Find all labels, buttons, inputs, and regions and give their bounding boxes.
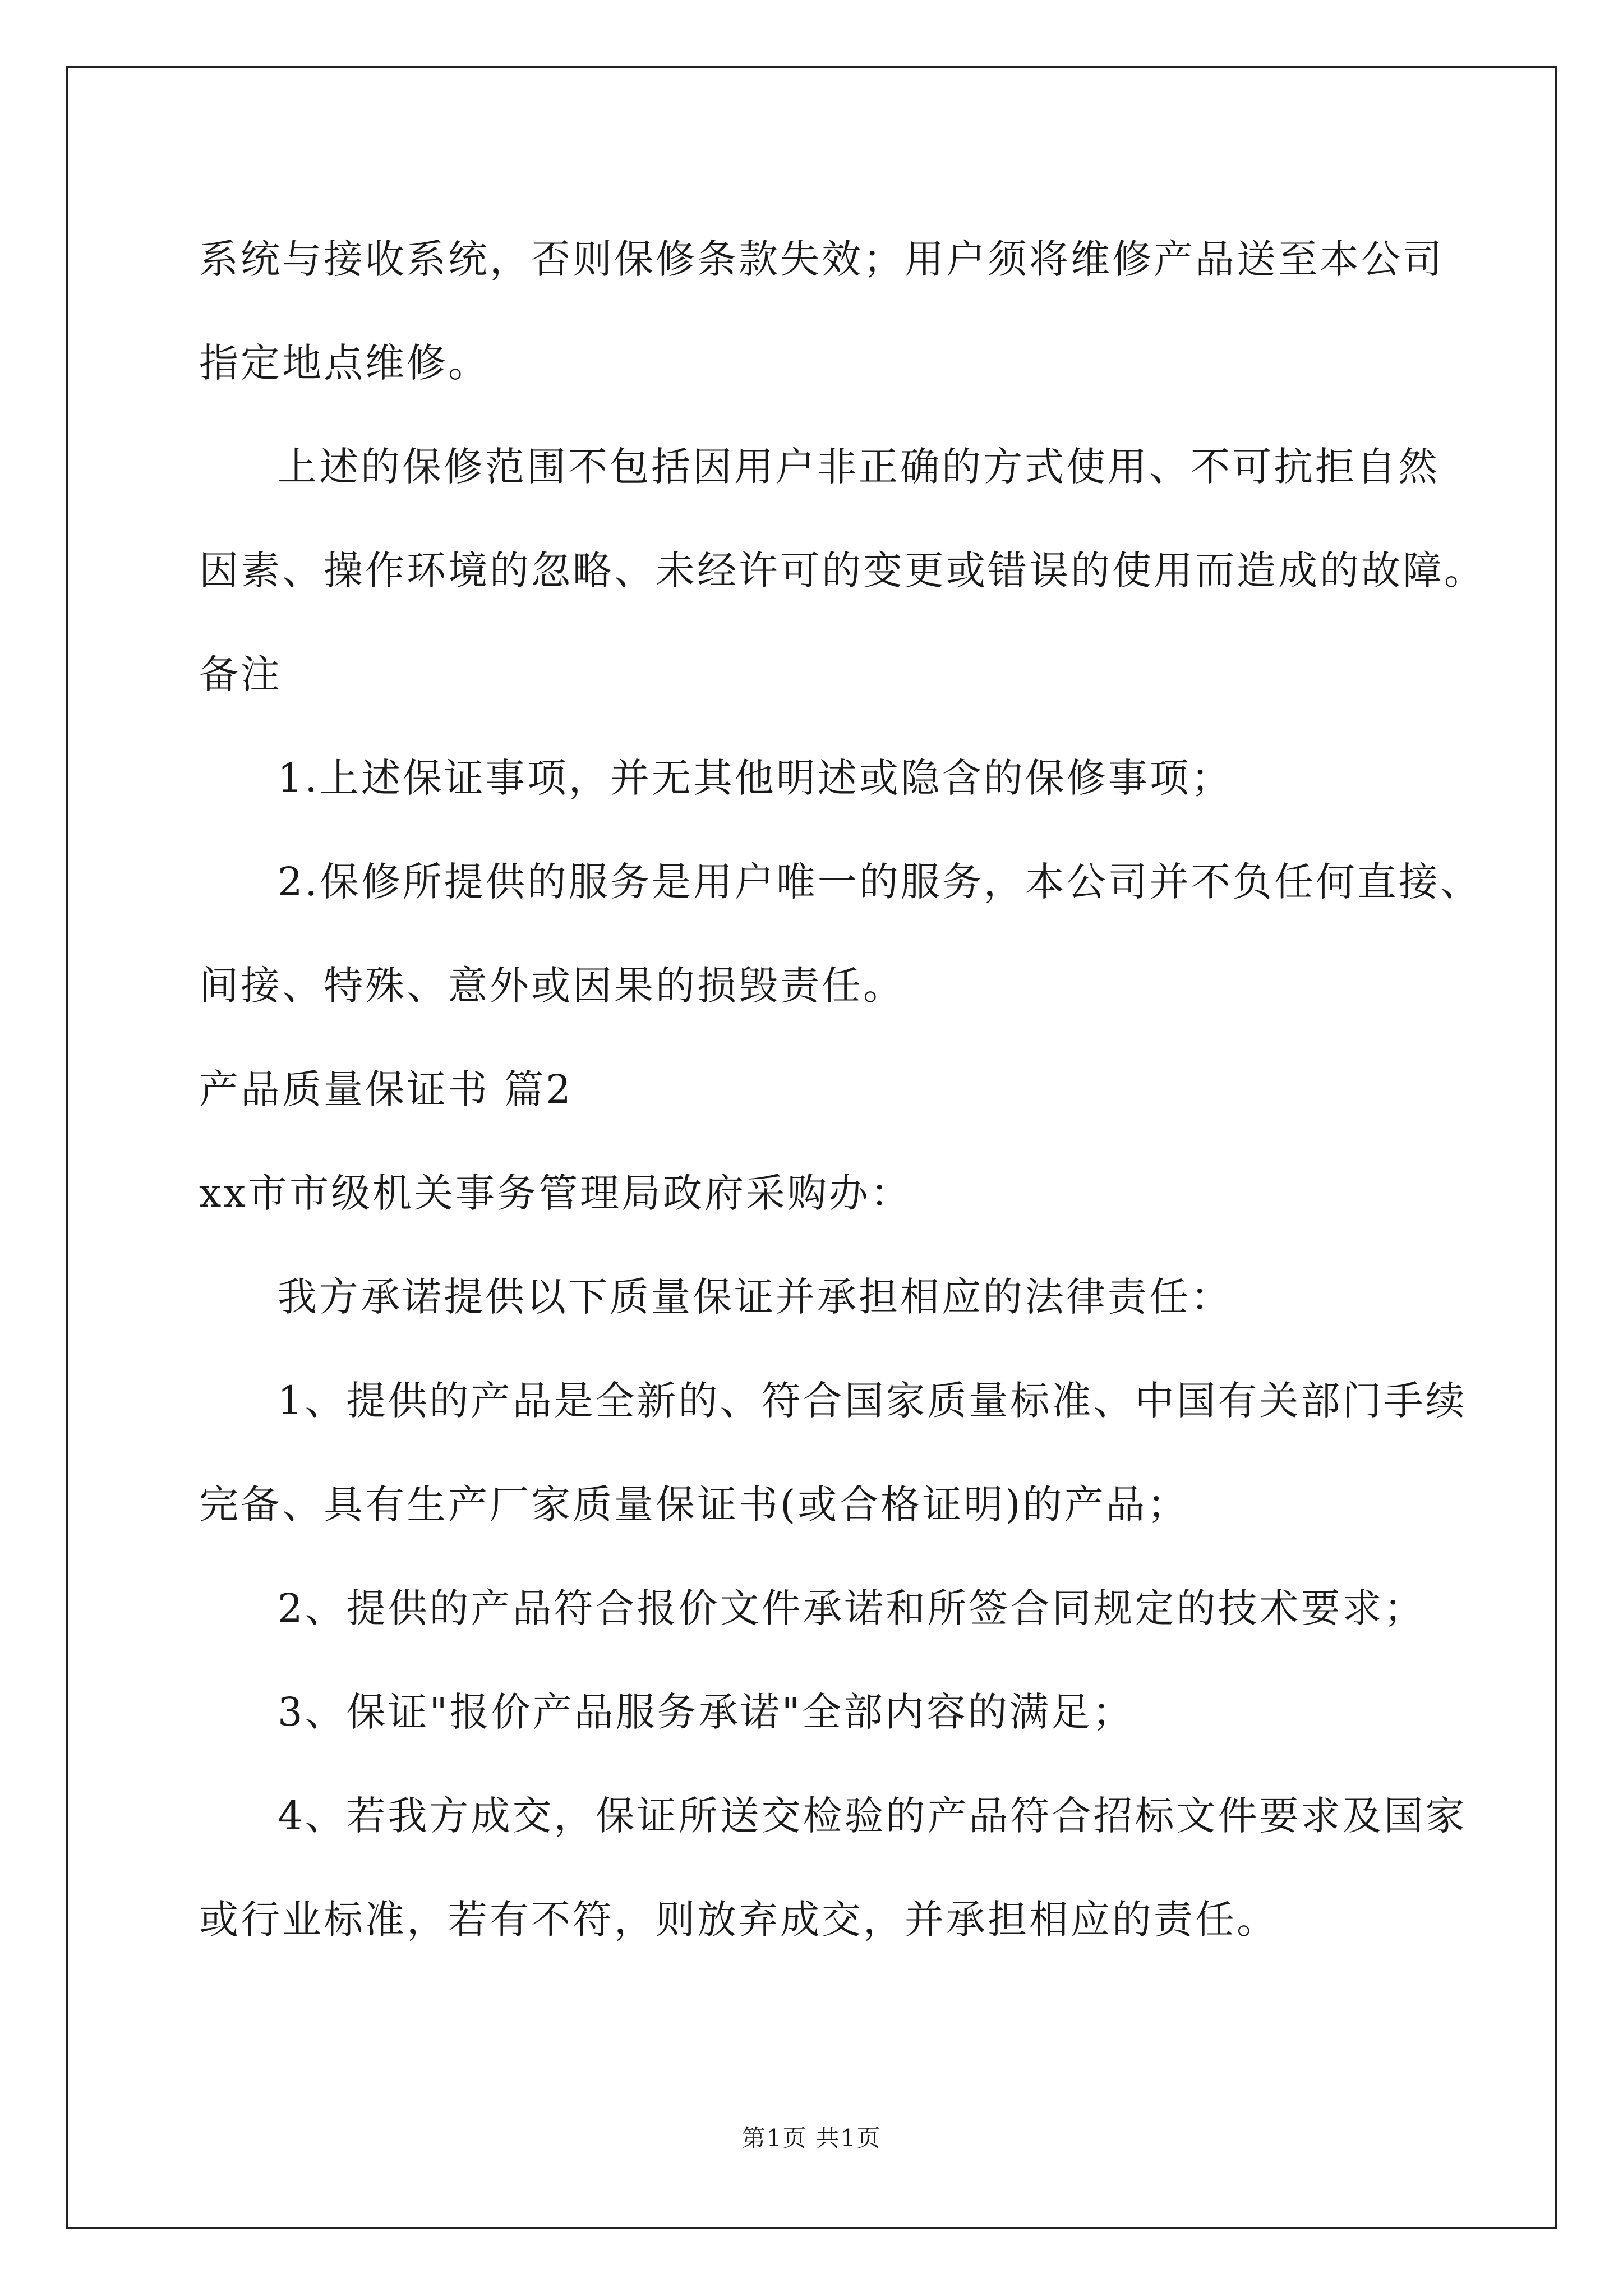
document-body [199, 208, 1486, 1972]
list-item: 1.上述保证事项，并无其他明述或隐含的保修事项； [278, 755, 1233, 801]
paragraph-line: 或行业标准，若有不符，则放弃成交，并承担相应的责任。 [199, 1897, 1278, 1943]
paragraph-line: 因素、操作环境的忽略、未经许可的变更或错误的使用而造成的故障。 [199, 547, 1486, 593]
paragraph-line: 上述的保修范围不包括因用户非正确的方式使用、不可抗拒自然 [278, 444, 1440, 490]
section-heading: 产品质量保证书 篇2 [199, 1066, 573, 1112]
list-item: 2、提供的产品符合报价文件承诺和所签合同规定的技术要求； [278, 1585, 1426, 1631]
paragraph-line: 完备、具有生产厂家质量保证书(或合格证明)的产品； [199, 1481, 1189, 1527]
list-item: 1、提供的产品是全新的、符合国家质量标准、中国有关部门手续 [278, 1378, 1467, 1424]
section-heading: 备注 [199, 651, 282, 697]
page-footer: 第1页 共1页 [741, 2124, 882, 2152]
paragraph-line: 系统与接收系统，否则保修条款失效；用户须将维修产品送至本公司 [199, 236, 1444, 282]
paragraph-line: 间接、特殊、意外或因果的损毁责任。 [199, 963, 905, 1009]
list-item: 3、保证"报价产品服务承诺"全部内容的满足； [278, 1689, 1134, 1735]
paragraph-line: 我方承诺提供以下质量保证并承担相应的法律责任： [278, 1274, 1232, 1320]
addressee-line: xx市市级机关事务管理局政府采购办： [199, 1170, 912, 1216]
list-item: 4、若我方成交，保证所送交检验的产品符合招标文件要求及国家 [278, 1793, 1467, 1839]
list-item: 2.保修所提供的服务是用户唯一的服务，本公司并不负任何直接、 [278, 859, 1482, 905]
paragraph-line: 指定地点维修。 [199, 340, 490, 386]
